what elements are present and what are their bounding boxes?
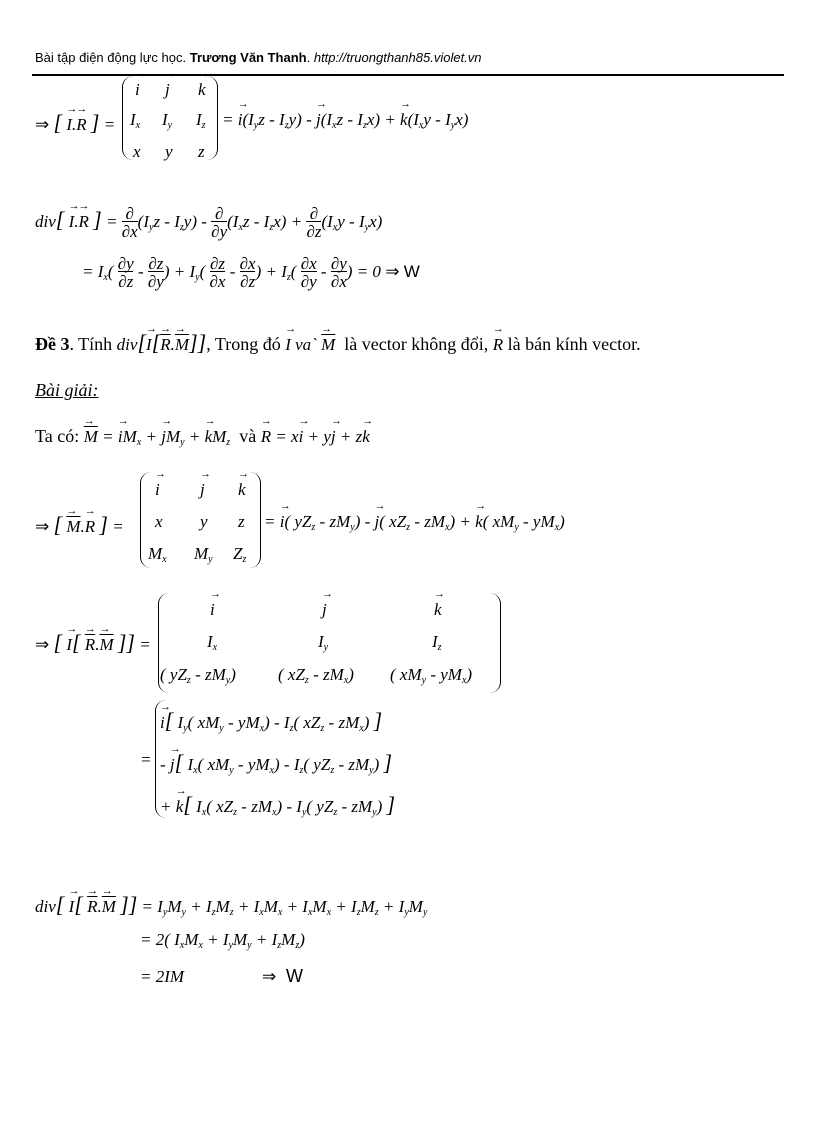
qed-mark-final: W xyxy=(286,966,303,986)
eq4-cell: $I_y$ xyxy=(318,632,329,653)
eq3-cell: → j xyxy=(200,480,205,500)
eq1-cell: z xyxy=(198,142,205,161)
solution-heading: Bài giải: xyxy=(35,380,99,400)
eq1-cell: → k xyxy=(198,80,206,100)
eq3-lhs: ⇒ [ → $\overline{M}.\to R$ ] = xyxy=(35,512,124,538)
eq4-matrix-right-bracket xyxy=(490,593,501,693)
eq3-cell: → k xyxy=(238,480,246,500)
eq3-cell: z xyxy=(238,512,245,531)
eq1-cell: $I_z$ xyxy=(196,110,206,131)
eq4-row1: → i[ $I_y$( $xM_y - yM_x) - I_z$( $xZ_z - zM_x$) ] xyxy=(160,708,382,734)
eq4-cell: → j xyxy=(322,600,327,620)
eq5-implies: ⇒ xyxy=(262,967,277,986)
eq4-cell: ( $yZ_z - zM_y$) xyxy=(160,665,236,686)
eq4-row2: - → j[ $I_x$( $xM_y - yM_x) - I_z$( $yZ_z - zM_y$) ] xyxy=(160,750,392,776)
problem-label: Đề 3 xyxy=(35,334,70,354)
eq4-cell: ( $xZ_z - zM_x$) xyxy=(278,665,354,686)
eq1-cell: $I_x$ xyxy=(130,110,141,131)
header-url: http://truongthanh85.violet.vn xyxy=(313,50,482,65)
page-header: Bài tập điện động lực học. Trương Văn Thanh. http://truongthanh85.violet.vn xyxy=(35,50,482,65)
eq5-line2: = 2( $I_xM_x + I_yM_y + I_zM_z$) xyxy=(140,930,305,951)
eq3-cell: → i xyxy=(155,480,160,500)
eq4-cell: → i xyxy=(210,600,215,620)
eq4-row3: + → k[ $I_x$( $xZ_z - zM_x) - I_y$( $yZ_z - zM_y$) ] xyxy=(160,792,395,818)
eq2-line2: = $I_x$( ∂y ∂z - ∂z $\partial y) + I_y$( ∂z ∂x - ∂x $\partial z) + I_z$( ∂x ∂y - ∂y ∂x) = 0 ⇒ W xyxy=(82,254,420,291)
eq5-line1: $div[ \to I[ \to \overline{R}.\to \overline{M}$ ]] = $I_yM_y + I_zM_z + I_xM_x + I_xM_x + I_zM_z + I_yM_y$ xyxy=(35,892,427,918)
eq1-cell: → i xyxy=(135,80,140,100)
eq4-cell: $I_z$ xyxy=(432,632,442,653)
problem-statement: Đề 3. Tính $div[\to I[\to \overline{R}.\to \overline{M}]]$, Trong đó → I va` → $\overline{M}$ là vector không đổi, → R là bán kính vector. xyxy=(35,330,641,356)
eq4-lhs: ⇒ [ → $I[ \to \overline{R}.\to \overline{M}$ ]] = xyxy=(35,630,151,656)
header-prefix: Bài tập điện động lực học. xyxy=(35,50,187,65)
eq1-cell: y xyxy=(165,142,173,161)
eq1-cell: $I_y$ xyxy=(162,110,173,131)
eq1-cell: x xyxy=(133,142,141,161)
eq2-line1: div[ → I.→ R ] = ∂ $\partial x(I_yz - I_zy)$ - ∂ $\partial y(I_xz - I_zx)$ + ∂ $\partial z(I_xy - I_yx)$ xyxy=(35,205,382,241)
eq3-cell: $M_x$ xyxy=(148,544,167,565)
eq4-cell: ( $xM_y - yM_x$) xyxy=(390,665,473,686)
solution-intro: Ta có: → $\overline{M}$ = → $iM_x$ + → $jM_y$ + → $kM_z$ và → R = x→ i + y→ j + z→ k xyxy=(35,426,370,448)
eq3-cell: y xyxy=(200,512,208,531)
qed-mark: W xyxy=(403,261,420,281)
eq5-line3: = 2IM xyxy=(140,967,185,986)
eq3-cell: x xyxy=(155,512,163,531)
eq1-matrix-right-bracket xyxy=(207,76,218,160)
eq1-cell: → j xyxy=(165,80,170,100)
eq1-lhs: ⇒ [ → I.→ R ] = xyxy=(35,110,115,136)
eq3-matrix-right-bracket xyxy=(250,472,261,568)
eq4-cell: $I_x$ xyxy=(207,632,218,653)
header-author: Trương Văn Thanh xyxy=(189,50,307,65)
eq1-rhs: = → $i(I_yz - I_zy)$ - → $j(I_xz - I_zx)$ + → $k(I_xy - I_yx)$ xyxy=(222,110,468,131)
eq3-rhs: = → i( $yZ_z - zM_y$) - → j( $xZ_z - zM_x$) + → k( $xM_y - yM_x$) xyxy=(264,512,565,533)
eq4-cell: → k xyxy=(434,600,442,620)
eq4-equals: = xyxy=(140,750,152,769)
eq3-cell: $M_y$ xyxy=(194,544,213,565)
eq3-cell: $Z_z$ xyxy=(233,544,247,565)
